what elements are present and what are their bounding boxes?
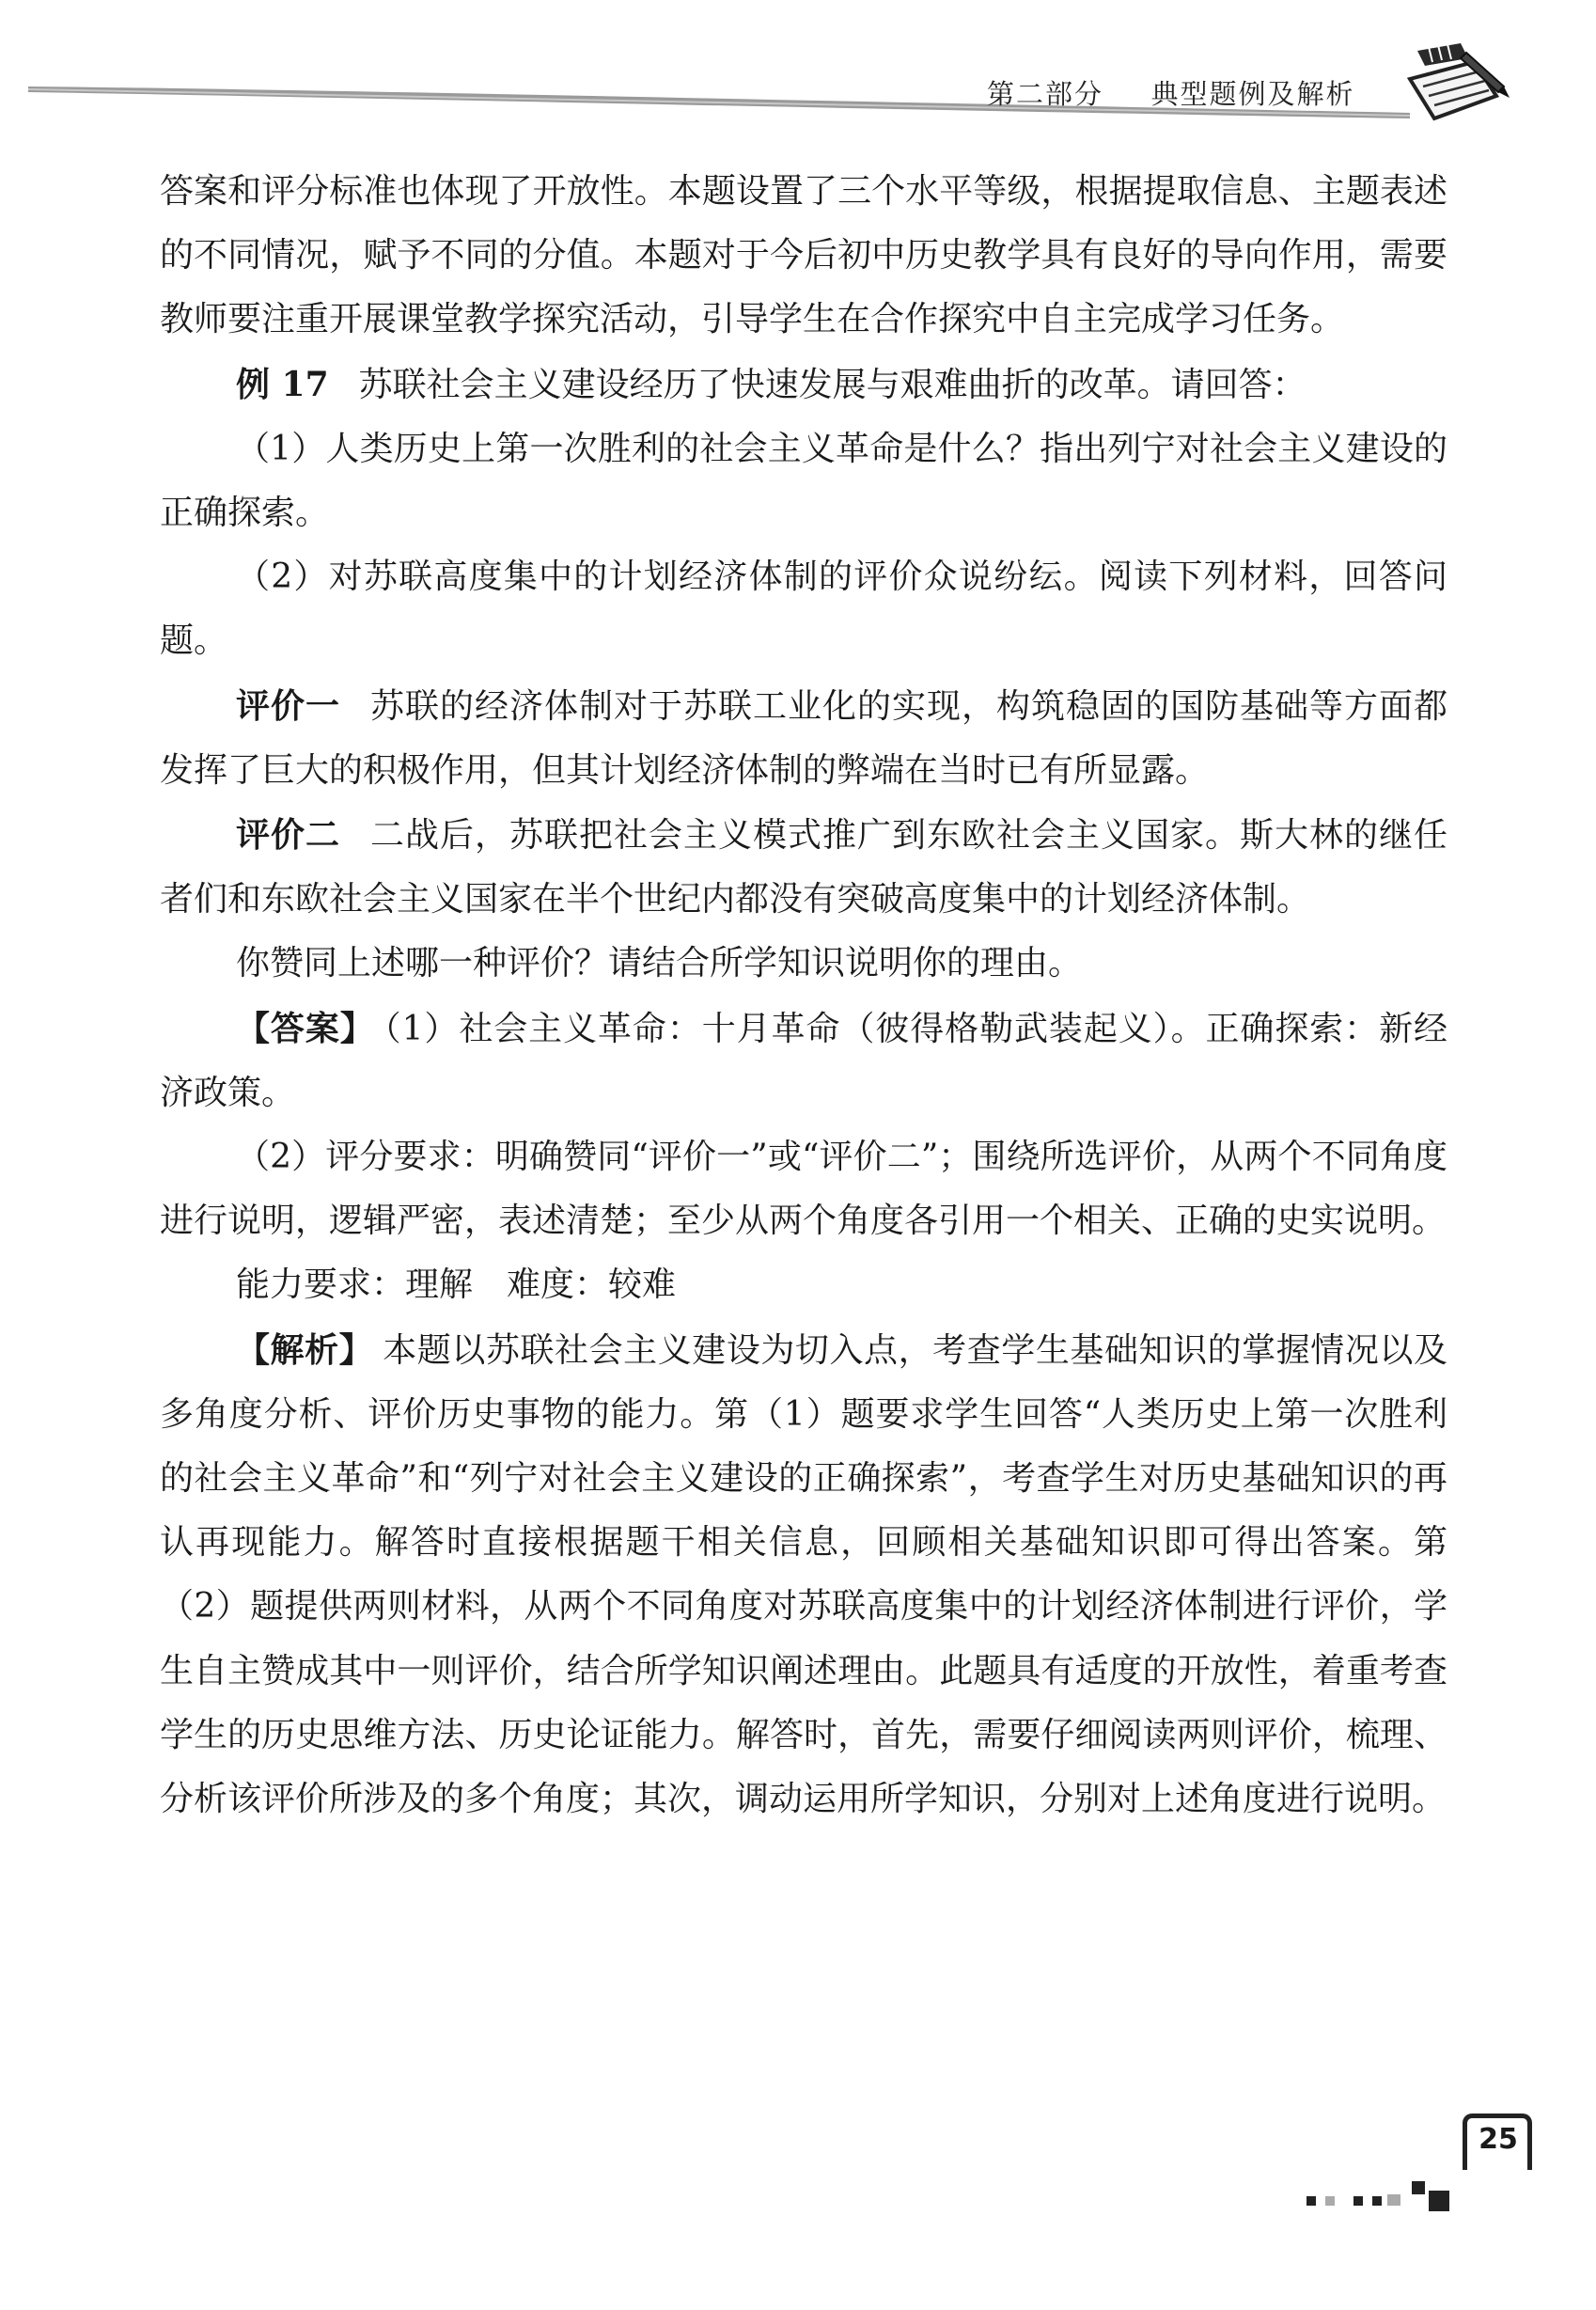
ability-difficulty: 能力要求：理解 难度：较难: [236, 1265, 677, 1305]
evaluation-1: [160, 674, 1447, 803]
question-2: （2）对苏联高度集中的计划经济体制的评价众说纷纭。阅读下列材料，回答问题。: [160, 558, 1447, 661]
evaluation-1-label: 评价一: [236, 685, 340, 726]
page-body: [160, 160, 1447, 1831]
evaluation-2: [160, 803, 1447, 932]
page-number: 25: [1479, 2123, 1518, 2156]
evaluation-2-label: 评价二: [236, 815, 340, 856]
example-label: 例 17: [236, 364, 329, 404]
answer-2: （2）评分要求：明确赞同“评价一”或“评价二”；围绕所选评价，从两个不同角度进行说明，逻辑严密，表述清楚；至少从两个角度各引用一个相关、正确的史实说明。: [160, 1138, 1447, 1241]
answer-1-text: （1）社会主义革命：十月革命（彼得格勒武装起义）。正确探索：新经济政策。: [160, 1009, 1447, 1112]
answer-label: 【答案】: [236, 1008, 375, 1048]
example-17: [160, 353, 1447, 417]
analysis: [160, 1318, 1447, 1832]
header-rule: [0, 0, 1596, 132]
running-header: [987, 73, 1391, 112]
evaluation-1-text: 苏联的经济体制对于苏联工业化的实现，构筑稳固的国防基础等方面都发挥了巨大的积极作用，但其计划经济体制的弊端在当时已有所显露。: [160, 686, 1447, 790]
decorative-squares: [1297, 2162, 1485, 2219]
analysis-label: 【解析】: [236, 1329, 374, 1370]
notebook-pencil-icon: [1400, 38, 1513, 132]
intro-paragraph: 答案和评分标准也体现了开放性。本题设置了三个水平等级，根据提取信息、主题表述的不同情况，赋予不同的分值。本题对于今后初中历史教学具有良好的导向作用，需要教师要注重开展课堂教学探究活动，引导学生在合作探究中自主完成学习任务。: [160, 172, 1447, 339]
header-title: 典型题例及解析: [1150, 78, 1355, 110]
analysis-text: 本题以苏联社会主义建设为切入点，考查学生基础知识的掌握情况以及多角度分析、评价历史事物的能力。第（1）题要求学生回答“人类历史上第一次胜利的社会主义革命”和“列宁对社会主义建设的正确探索”，考查学生对历史基础知识的再认再现能力。解答时直接根据题干相关信息，回顾相关基础知识即可得出答案。第（2）题提供两则材料，从两个不同角度对苏联高度集中的计划经济体制进行评价，学生自主赞成其中一则评价，结合所学知识阐述理由。此题具有适度的开放性，着重考查学生的历史思维方法、历史论证能力。解答时，首先，需要仔细阅读两则评价，梳理、分析该评价所涉及的多个角度；其次，调动运用所学知识，分别对上述角度进行说明。: [160, 1330, 1447, 1819]
example-text: 苏联社会主义建设经历了快速发展与艰难曲折的改革。请回答：: [358, 365, 1307, 404]
answer-1: [160, 997, 1447, 1125]
question-1: （1）人类历史上第一次胜利的社会主义革命是什么？指出列宁对社会主义建设的正确探索。: [160, 429, 1447, 533]
header-section: 第二部分: [987, 78, 1104, 110]
prompt-question: 你赞同上述哪一种评价？请结合所学知识说明你的理由。: [236, 944, 1083, 983]
evaluation-2-text: 二战后，苏联把社会主义模式推广到东欧社会主义国家。斯大林的继任者们和东欧社会主义国家在半个世纪内都没有突破高度集中的计划经济体制。: [160, 816, 1447, 919]
